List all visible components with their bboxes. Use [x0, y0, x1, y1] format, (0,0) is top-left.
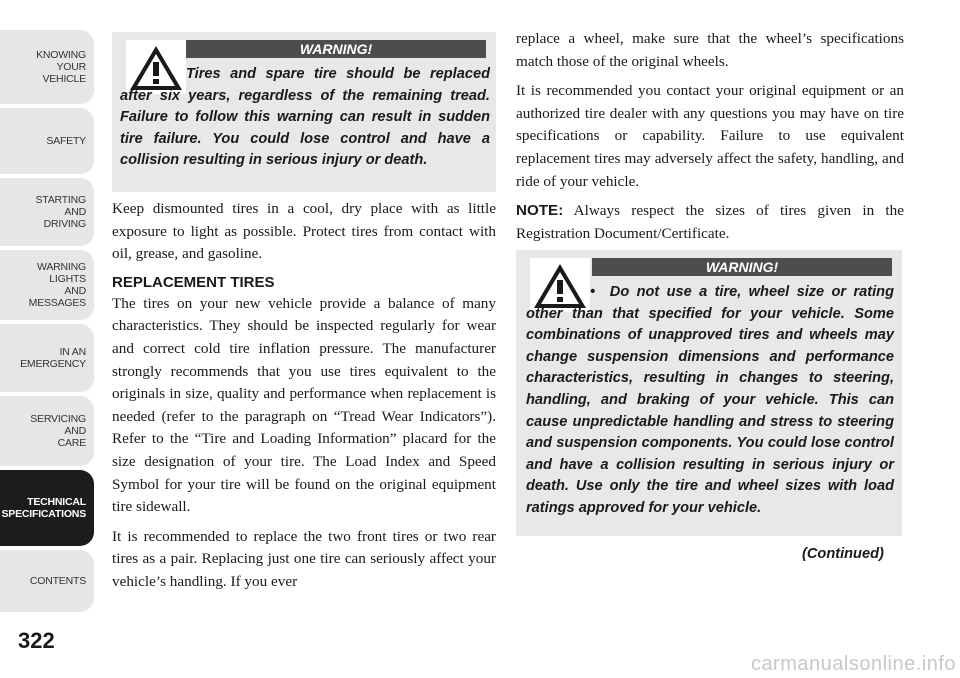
tab-technical-specifications[interactable]	[0, 470, 94, 546]
page-number: 322	[18, 628, 55, 653]
bullet: •	[590, 284, 596, 300]
tab-servicing-and-care[interactable]	[0, 396, 94, 466]
tab-starting-and-driving[interactable]	[0, 178, 94, 246]
section-heading: REPLACEMENT TIRES	[112, 273, 275, 291]
left-column	[112, 198, 496, 594]
warning-text	[526, 282, 894, 520]
warning-text: Tires and spare tire should be replaced after six years, regardless of the remaining tread. Failure to follow this warning can result in sudden tire failure. You could lose control and have a collision resulting in serious injury or death.	[120, 66, 490, 169]
warning-text-content: Do not use a tire, wheel size or rating other than that specified for your vehicle. Some combinations of unapproved tires and wheels may change suspension dimensions and performance characteristics, resulting in changes to steering, handling, and braking of your vehicle. This can cause unpredictable handling and stress to steering and suspension components. You could lose control and have a collision resulting in serious injury or death. Use only the tire and wheel sizes with load ratings approved for your vehicle.	[526, 284, 894, 516]
tab-label: TECHNICAL SPECIFICATIONS	[1, 496, 86, 520]
continued-label: (Continued)	[802, 546, 884, 562]
tab-label: WARNING LIGHTS AND MESSAGES	[28, 261, 86, 309]
tab-warning-lights-and-messages[interactable]	[0, 250, 94, 320]
watermark: carmanualsonline.info	[750, 653, 956, 675]
tab-label: KNOWING YOUR VEHICLE	[36, 49, 86, 85]
paragraph: It is recommended you contact your original equipment or an authorized tire dealer with any questions you may have on tire specifications or capability. Failure to use equivalent replacement tires may adversely affect the safety, handling, and ride of your vehicle.	[516, 82, 904, 190]
tab-label: SERVICING AND CARE	[30, 413, 86, 449]
note-text: Always respect the sizes of tires given in the Registration Document/Certificate.	[516, 202, 904, 242]
paragraph: replace a wheel, make sure that the wheel’s specifications match those of the original wheels.	[516, 30, 904, 70]
right-column	[516, 28, 904, 252]
paragraph: Keep dismounted tires in a cool, dry place with as little exposure to light as possible. Protect tires from contact with oil, grease, and gasoline.	[112, 200, 496, 263]
tab-label: IN AN EMERGENCY	[20, 346, 86, 370]
tab-contents[interactable]	[0, 550, 94, 612]
note-label: NOTE:	[516, 202, 564, 220]
tab-safety[interactable]	[0, 108, 94, 174]
tab-label: CONTENTS	[29, 575, 86, 587]
tab-in-an-emergency[interactable]	[0, 324, 94, 392]
tab-knowing-your-vehicle[interactable]	[0, 30, 94, 104]
tab-label: SAFETY	[46, 135, 86, 147]
warning-title: WARNING!	[592, 258, 892, 276]
paragraph: It is recommended to replace the two front tires or two rear tires as a pair. Replacing just one tire can seriously affect your vehicle’s handling. If you ever	[112, 527, 496, 590]
paragraph: The tires on your new vehicle provide a balance of many characteristics. They should be inspected regularly for wear and correct cold tire inflation pressure. The manufacturer strongly recommends that you use tires equivalent to the originals in size, quality and performance when replacement is needed (refer to the paragraph on “Tread Wear Indicators”). Refer to the “Tire and Loading Information” placard for the size designation of your tire. The Load Index and Speed Symbol for your tire will be found on the original equipment tire sidewall.	[112, 294, 496, 516]
warning-box-tire-age	[112, 32, 496, 192]
note-paragraph	[516, 200, 904, 245]
tab-label: STARTING AND DRIVING	[35, 194, 86, 230]
warning-box-tire-size	[516, 250, 902, 536]
warning-title: WARNING!	[186, 40, 486, 58]
